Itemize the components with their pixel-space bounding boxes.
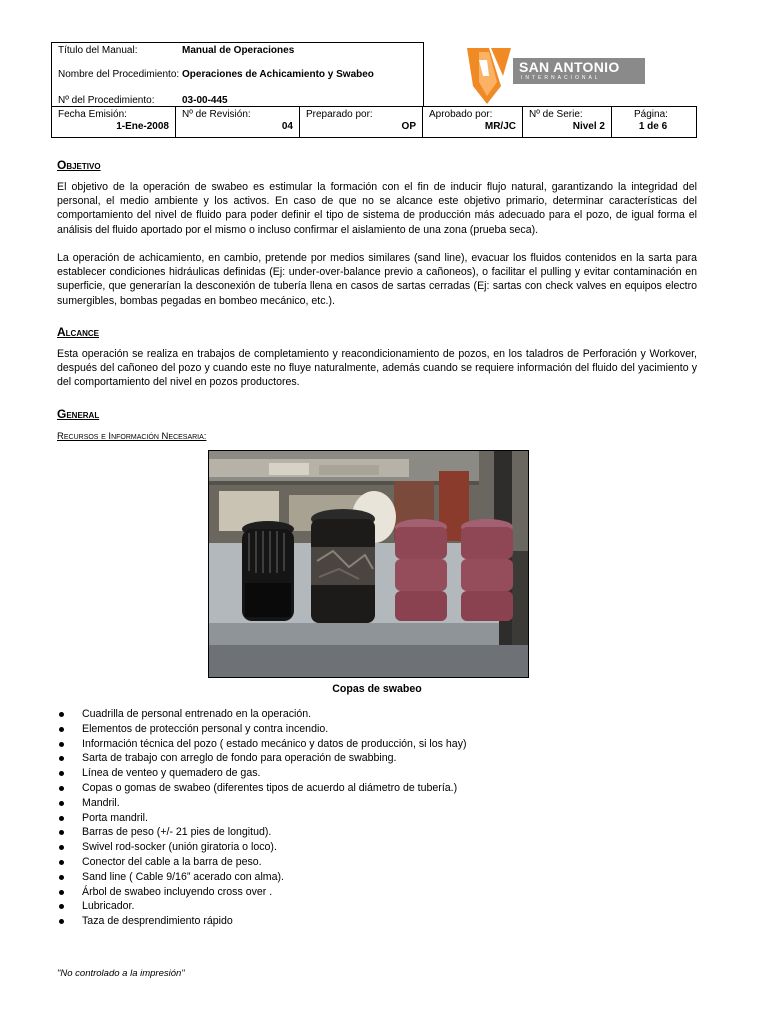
list-item: Barras de peso (+/- 21 pies de longitud). (57, 825, 467, 840)
approved-by-cell (423, 107, 523, 137)
manual-title-value: Manual de Operaciones (182, 45, 295, 56)
bullet-icon (59, 801, 64, 806)
prepared-by-value: OP (401, 121, 416, 132)
page-label: Página: (634, 109, 668, 120)
revision-value: 04 (281, 121, 293, 132)
approved-by-label: Aprobado por: (429, 109, 493, 120)
list-item: Información técnica del pozo ( estado mecánico y datos de producción, si los hay) (57, 737, 467, 752)
prepared-by-cell (300, 107, 423, 137)
approved-by-value: MR/JC (484, 121, 516, 132)
revision-cell (176, 107, 300, 137)
page-value: 1 de 6 (638, 121, 668, 132)
bullet-icon (59, 727, 64, 732)
issue-date-label: Fecha Emisión: (58, 109, 127, 120)
list-item: Línea de venteo y quemadero de gas. (57, 766, 467, 781)
logo-wordmark (513, 58, 645, 84)
procedure-number-label: Nº del Procedimiento: (58, 95, 155, 106)
bullet-icon (59, 875, 64, 880)
bullet-icon (59, 742, 64, 747)
header-info-box (51, 42, 424, 107)
list-item: Conector del cable a la barra de peso. (57, 855, 467, 870)
uncontrolled-print-note: "No controlado a la impresión" (57, 968, 185, 979)
procedure-name-label: Nombre del Procedimiento: (58, 69, 180, 80)
prepared-by-label: Preparado por: (306, 109, 373, 120)
bullet-icon (59, 890, 64, 895)
list-item: Cuadrilla de personal entrenado en la operación. (57, 707, 467, 722)
header-meta-row (51, 106, 697, 138)
list-item: Copas o gomas de swabeo (diferentes tipos de acuerdo al diámetro de tubería.) (57, 781, 467, 796)
photo-caption: Copas de swabeo (332, 683, 422, 695)
resources-subheading: Recursos e Información Necesaria: (57, 431, 207, 442)
bullet-icon (59, 904, 64, 909)
serial-cell (523, 107, 612, 137)
resources-list (57, 707, 467, 929)
issue-date-value: 1-Ene-2008 (116, 121, 169, 132)
list-item: Sarta de trabajo con arreglo de fondo para operación de swabbing. (57, 751, 467, 766)
alcance-paragraph: Esta operación se realiza en trabajos de completamiento y reacondicionamiento de pozos, en los taladros de Perforación y Workover, después del cañoneo del pozo y cuando este no fluye naturalmente, además cuando se requiere información del fluido del yacimiento y del comportamiento del nivel en pozos productores. (57, 348, 697, 389)
revision-label: Nº de Revisión: (182, 109, 251, 120)
bullet-icon (59, 816, 64, 821)
list-item: Elementos de protección personal y contra incendio. (57, 722, 467, 737)
bullet-icon (59, 830, 64, 835)
alcance-heading: Alcance (57, 325, 99, 339)
objetivo-paragraph-2: La operación de achicamiento, en cambio, pretende por medios similares (sand line), evacuar los fluidos contenidos en la sarta para establecer condiciones hidráulicas definidas (Ej: under-over-balance previo a cañoneos), o facilitar el pulling y evitar contaminación en superficie, que generarían la desconexión de tubería llena en casos de sartas cerradas (Ej: sartas con check valves en equipos electro sumergibles, bombas pegadas en bombeo mecánico, etc.). (57, 252, 697, 307)
swab-cups-photo (208, 450, 529, 678)
list-item: Lubricador. (57, 899, 467, 914)
list-item: Mandril. (57, 796, 467, 811)
serial-label: Nº de Serie: (529, 109, 583, 120)
bullet-icon (59, 845, 64, 850)
bullet-icon (59, 771, 64, 776)
list-item: Taza de desprendimiento rápido (57, 914, 467, 929)
procedure-number-value: 03-00-445 (182, 95, 228, 106)
list-item: Árbol de swabeo incluyendo cross over . (57, 885, 467, 900)
list-item: Sand line ( Cable 9/16” acerado con alma). (57, 870, 467, 885)
objetivo-heading: Objetivo (57, 158, 101, 172)
bullet-icon (59, 919, 64, 924)
objetivo-paragraph-1: El objetivo de la operación de swabeo es estimular la formación con el fin de inducir flujo natural, garantizando la integridad del personal, el medio ambiente y los activos. En caso de que no se alcance este objetivo primario, determinar características del comportamiento del nivel de fluido para poder definir el tipo de sistema de producción más adecuado para el pozo, de igual forma el análisis del fluido aportado por el mismo o incluso confirmar el aislamiento de una zona (prueba seca). (57, 181, 697, 236)
bullet-icon (59, 786, 64, 791)
list-item: Swivel rod-socker (unión giratoria o loco). (57, 840, 467, 855)
logo-subtitle: INTERNACIONAL (521, 75, 601, 81)
procedure-name-value: Operaciones de Achicamiento y Swabeo (182, 69, 374, 80)
logo-name: SAN ANTONIO (519, 59, 620, 75)
company-logo (465, 46, 650, 106)
page-cell (612, 107, 694, 137)
manual-title-label: Título del Manual: (58, 45, 138, 56)
bullet-icon (59, 756, 64, 761)
list-item: Porta mandril. (57, 811, 467, 826)
bullet-icon (59, 860, 64, 865)
serial-value: Nivel 2 (572, 121, 605, 132)
general-heading: General (57, 407, 100, 421)
bullet-icon (59, 712, 64, 717)
issue-date-cell (52, 107, 176, 137)
